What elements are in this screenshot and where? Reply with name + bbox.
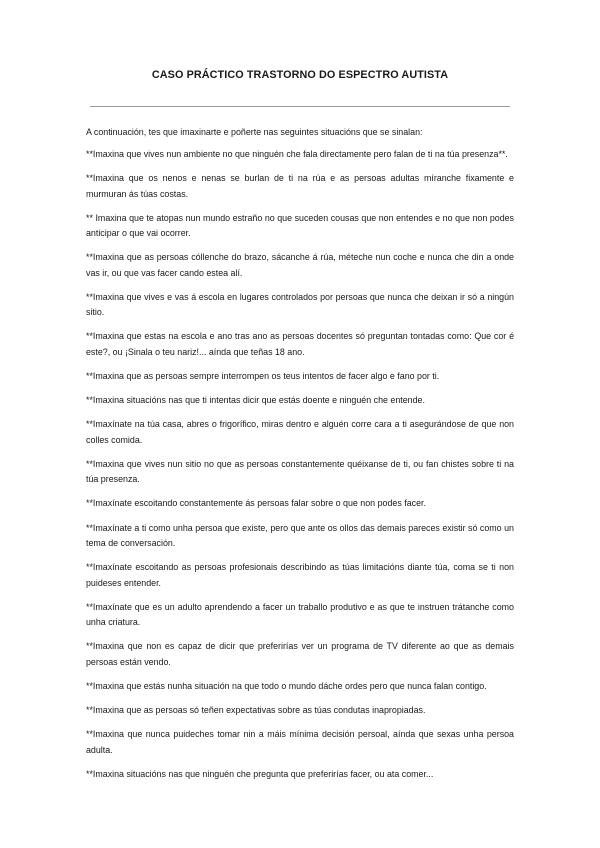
title-divider bbox=[90, 106, 510, 107]
situation-item-10: **Imaxina que vives nun sitio no que as persoas constantemente quéixanse de ti, ou fan chistes sobre ti na túa presenza. bbox=[86, 458, 514, 485]
situation-item-6: **Imaxina que estas na escola e ano tras ano as persoas docentes só preguntan tontadas como: Que cor é este?, ou ¡Sinala o teu nariz!... aínda que teñas 18 ano. bbox=[86, 331, 514, 357]
document-title: CASO PRÁCTICO TRASTORNO DO ESPECTRO AUTISTA bbox=[151, 69, 449, 81]
situation-item-16: **Imaxina que estás nunha situación na que todo o mundo dáche ordes pero que nunca falan contigo. bbox=[86, 680, 487, 691]
situation-item-1: **Imaxina que vives nun ambiente no que ninguén che fala directamente pero falan de ti na túa presenza**. bbox=[86, 149, 508, 159]
situation-item-5: **Imaxina que vives e vas á escola en lugares controlados por persoas que nunca che deixan ir só a ningún sitio. bbox=[86, 291, 514, 318]
situation-item-14: **Imaxínate que es un adulto aprendendo a facer un traballo produtivo e as que te instruen trátanche como unha criatura. bbox=[86, 601, 514, 628]
situation-item-4: **Imaxina que as persoas cóllenche do brazo, sácanche á rúa, méteche nun coche e nunca che din a onde vas ir, ou que vas facer cando estea alí. bbox=[86, 252, 514, 278]
situation-item-3: ** Imaxina que te atopas nun mundo estraño no que suceden cousas que non entendes e no que non podes anticipar o que vai ocorrer. bbox=[86, 212, 514, 239]
situation-item-19: **Imaxina situacións nas que ninguén che pregunta que preferirías facer, ou ata comer... bbox=[86, 768, 434, 779]
situation-item-18: **Imaxina que nunca puideches tomar nin a máis mínima decisión persoal, aínda que sexas unha persoa adulta. bbox=[86, 729, 514, 755]
situation-item-9: **Imaxínate na túa casa, abres o frigorífico, miras dentro e alguén corre cara a ti asegurándose de que non colles comida. bbox=[86, 419, 514, 445]
situation-item-2: **Imaxina que os nenos e nenas se burlan de ti na rúa e as persoas adultas míranche fixamente e murmuran ás túas costas. bbox=[86, 173, 514, 199]
situation-item-12: **Imaxínate a ti como unha persoa que existe, pero que ante os ollos das demais pareces existir só como un tema de conversación. bbox=[86, 522, 514, 549]
intro-paragraph: A continuación, tes que imaxinarte e poñerte nas seguintes situacións que se sinalan: bbox=[86, 127, 423, 137]
situation-item-7: **Imaxina que as persoas sempre interrompen os teus intentos de facer algo e fano por ti. bbox=[86, 371, 440, 382]
situation-item-13: **Imaxínate escoitando as persoas profesionais describindo as túas limitacións diante túa, coma se ti non puideses entender. bbox=[86, 562, 514, 588]
document-body bbox=[86, 125, 514, 791]
situation-item-8: **Imaxina situacións nas que ti intentas dicir que estás doente e ninguén che entende. bbox=[86, 395, 425, 406]
situation-item-11: **Imaxínate escoitando constantemente ás persoas falar sobre o que non podes facer. bbox=[86, 498, 426, 509]
situation-item-17: **Imaxina que as persoas só teñen expectativas sobre as túas condutas inapropiadas. bbox=[86, 705, 426, 715]
situation-item-15: **Imaxina que non es capaz de dicir que preferirías ver un programa de TV diferente ao que as demais persoas están vendo. bbox=[86, 641, 514, 667]
